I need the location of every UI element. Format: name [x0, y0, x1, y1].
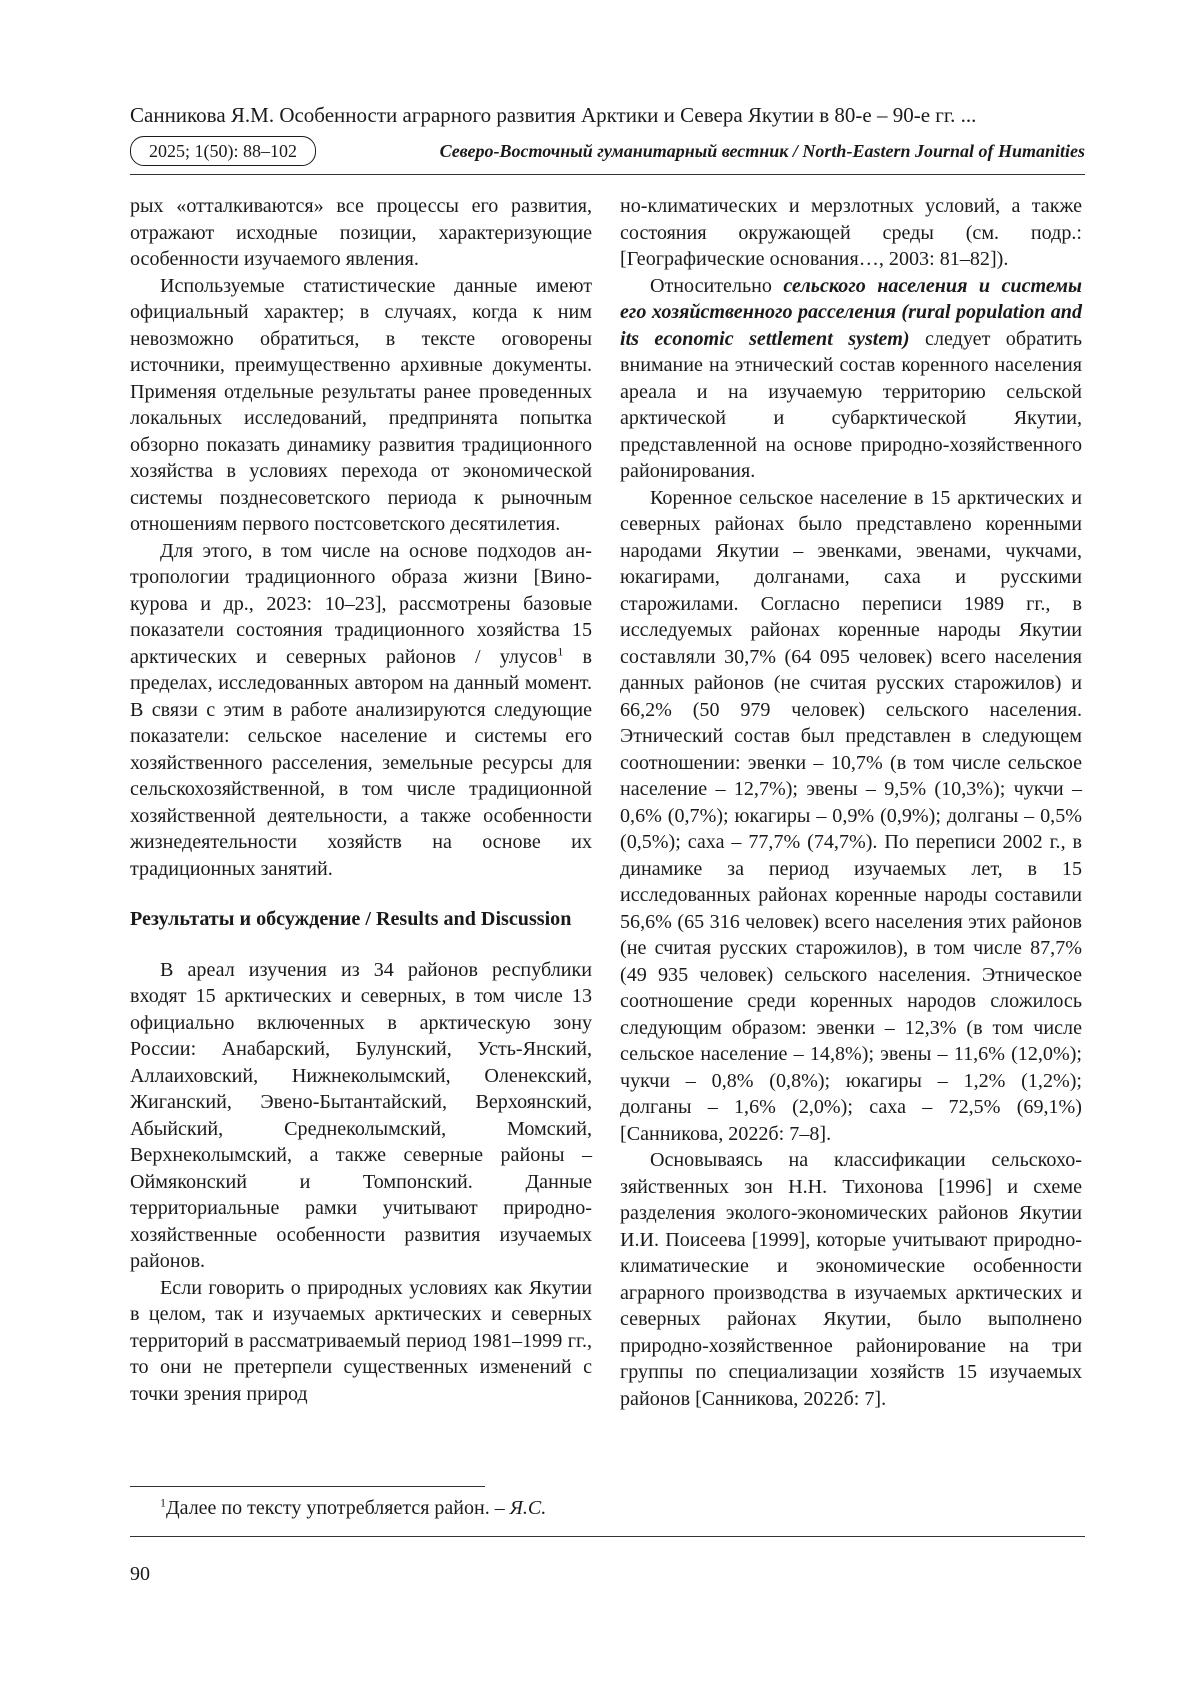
left-column [130, 193, 592, 1407]
footer-rule [130, 1536, 1085, 1537]
footnote-text: Далее по тексту употребляется район. – [166, 1497, 510, 1519]
paragraph: Коренное сельское население в 15 арктических и северных районах было представлено коренными народами Якутии – эвенками, эвенами, чукчами, юкагирами, долганами, саха и русскими старожилами. Согласно переписи 1989 гг., в исследуемых районах коренные народы Якутии составляли 30,7% (64 095 человек) всего населения данных районов (не считая русских старожилов) и 66,2% (50 979 человек) сельского населения. Этнический состав был представлен в следующем соотношении: эвенки – 10,7% (в том числе сельское население – 12,7%); эвены – 9,5% (10,3%); чукчи – 0,6% (0,7%); юкагиры – 0,9% (0,9%); долганы – 0,5% (0,5%); саха – 77,7% (74,7%). По переписи 2002 г., в динамике за период изучаемых лет, в 15 исследованных районах коренные народы составили 56,6% (65 316 человек) всего населения этих районов (не считая русских старожилов), в том числе 87,7% (49 935 человек) сельского населения. Этническое соотношение среди коренных народов сложилось следующим образом: эвенки – 12,3% (в том числе сельское население – 14,8%); эвены – 11,6% (12,0%); чукчи – 0,8% (0,8%); юкагиры – 1,2% (1,2%); долганы – 1,6% (2,0%); саха – 72,5% (69,1%) [Санникова, 2022б: 7–8]. [620, 486, 1082, 1145]
footnote-author: Я.С. [509, 1497, 547, 1519]
paragraph-text: в пределах, исследованных автором на данный момент. В связи с этим в работе анализируются следующие показатели: сельское население и системы его хозяйственного расселения, земельные ресурсы для сельскохозяйственной, в том числе традиционной хозяйственной деятельности, а также особенности жизнедеятельности хозяйств на основе их традиционных занятий. [130, 645, 592, 880]
footnote-mark: 1 [160, 1495, 166, 1510]
journal-bar [130, 136, 1085, 168]
section-heading: Результаты и обсуждение / Results and Discussion [130, 908, 572, 930]
paragraph: но-климатических и мерзлотных условий, а также состояния окружающей среды (см. подр.: [Географические основания…, 2003: 81–82]). [620, 195, 1082, 270]
footnote-rule [130, 1486, 485, 1487]
paragraph: В ареал изучения из 34 районов республики входят 15 арктических и северных, в том числе 13 официально включенных в арктическую зону России: Анабарский, Булунский, Усть-Янский, Аллаиховский, Нижнеколымский, Оленекский, Жиганский, Эвено-Бытантайский, Верхоянский, Абыйский, Среднеколымский, Момский, Верхнеколымский, а также северные районы – Оймяконский и Томпонский. Данные территориальные рамки учитывают природно-хозяйственные особенности развития изучаемых районов. [130, 958, 592, 1272]
paragraph-with-footnote [130, 538, 592, 883]
paragraph-with-term [620, 273, 1082, 485]
header-rule [130, 174, 1085, 175]
paragraph-text: Относительно [650, 274, 784, 297]
paragraph: Используемые статистические данные имеют официальный характер; в случаях, когда к ним невозможно обратиться, в тексте оговорены источники, преимущественно архивные документы. Применяя отдельные результаты ранее проведенных локальных исследований, предпринята попытка обзорно показать динамику развития традиционного хозяйства в условиях перехода от экономической системы позднесоветского периода к рыночным отношениям первого постсоветского десятилетия. [130, 274, 592, 535]
paragraph: Если говорить о природных условиях как Якутии в целом, так и изучаемых арктических и северных территорий в рассматриваемый период 1981–1999 гг., то они не претерпели существенных изменений с точки зрения природ [130, 1276, 592, 1405]
page-number: 90 [130, 1563, 150, 1585]
right-column [620, 193, 1082, 1412]
issue-citation: 2025; 1(50): 88–102 [130, 136, 316, 166]
paragraph: Основываясь на классификации сельскохозяйственных зон Н.Н. Тихонова [1996] и схеме разделения эколого-экономических районов Якутии И.И. Поисеева [1999], которые учитывают природно-климатические и экономические особенности аграрного производства в изучаемых арктических и северных районах Якутии, было выполнено природно-хозяйственное районирование на три группы по специализации хозяйств 15 изучаемых районов [Санникова, 2022б: 7]. [620, 1149, 1082, 1410]
paragraph-text: следует обратить внимание на этнический состав коренного населения ареала и на изучаемую территорию сельской арктической и субарктической Якутии, представленной на основе природно-хозяйственного районирования. [620, 327, 1082, 482]
paragraph: рых «отталкиваются» все процессы его развития, отражают исходные позиции, характеризующие особенности изучаемого явления. [130, 195, 592, 270]
running-title: Санникова Я.М. Особенности аграрного развития Арктики и Севера Якутии в 80-е – 90-е гг. ... [130, 103, 977, 127]
footnote [160, 1495, 546, 1521]
key-term: сельского населения и системы его хозяйственного расселения (rural population and its economic settlement system) [620, 274, 1082, 350]
footnote-ref[interactable]: 1 [557, 643, 564, 658]
journal-name: Северо-Восточный гуманитарный вестник / North-Eastern Journal of Humanities [439, 141, 1085, 161]
paragraph-text: Для этого, в том числе на основе подходов антропологии традиционного образа жизни [Винокурова и др., 2023: 10–23], рассмотрены базовые показатели состояния традиционного хозяйства 15 арктических и северных районов / улусов [130, 539, 592, 668]
